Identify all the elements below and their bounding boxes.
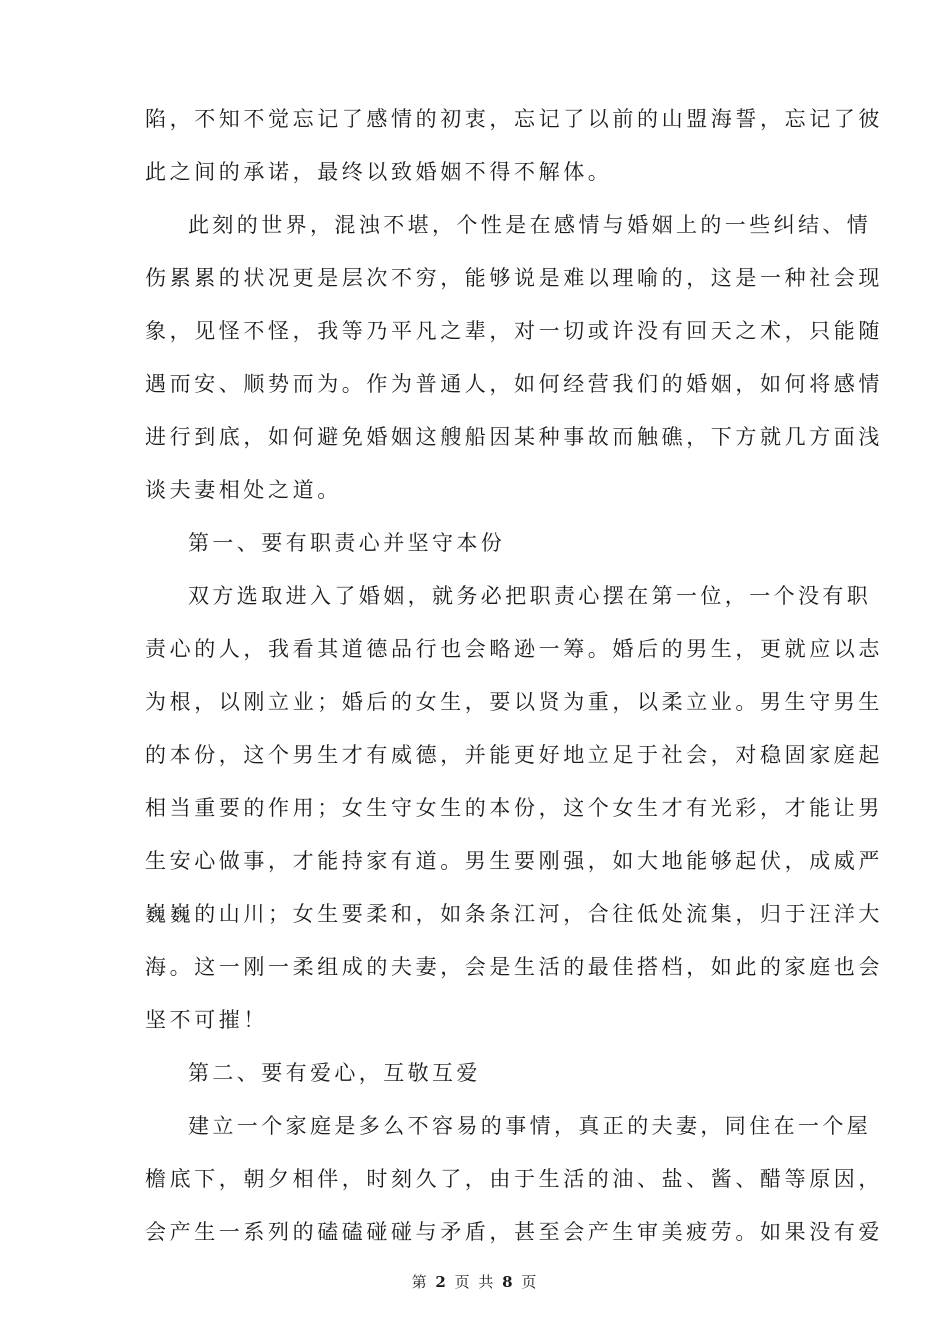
paragraph-line: 此之间的承诺，最终以致婚姻不得不解体。	[145, 160, 613, 184]
paragraph-line: 生安心做事，才能持家有道。男生要刚强，如大地能够起伏，成威严	[145, 849, 883, 873]
paragraph-line: 海。这一刚一柔组成的夫妻，会是生活的最佳搭档，如此的家庭也会	[145, 955, 883, 979]
paragraph-line: 遇而安、顺势而为。作为普通人，如何经营我们的婚姻，如何将感情	[145, 372, 883, 396]
paragraph-line: 坚不可摧！	[145, 1008, 268, 1032]
paragraph-line: 巍巍的山川；女生要柔和，如条条江河，合往低处流集，归于汪洋大	[145, 902, 883, 926]
paragraph-line: 象，见怪不怪，我等乃平凡之辈，对一切或许没有回天之术，只能随	[145, 319, 883, 343]
paragraph-line: 双方选取进入了婚姻，就务必把职责心摆在第一位，一个没有职	[188, 584, 872, 608]
paragraph-line: 陷，不知不觉忘记了感情的初衷，忘记了以前的山盟海誓，忘记了彼	[145, 107, 883, 131]
paragraph-line: 建立一个家庭是多么不容易的事情，真正的夫妻，同住在一个屋	[188, 1114, 872, 1138]
paragraph-line: 檐底下，朝夕相伴，时刻久了，由于生活的油、盐、酱、醋等原因，	[145, 1167, 883, 1191]
paragraph-line: 责心的人，我看其道德品行也会略逊一筹。婚后的男生，更就应以志	[145, 637, 883, 661]
paragraph-line: 会产生一系列的磕磕碰碰与矛盾，甚至会产生审美疲劳。如果没有爱	[145, 1220, 883, 1244]
page-footer	[0, 1272, 950, 1292]
section-heading: 第二、要有爱心，互敬互爱	[188, 1061, 481, 1085]
footer-suffix: 页	[521, 1273, 539, 1291]
paragraph-line: 伤累累的状况更是层次不穷，能够说是难以理喻的，这是一种社会现	[145, 266, 883, 290]
paragraph-line: 为根，以刚立业；婚后的女生，要以贤为重，以柔立业。男生守男生	[145, 690, 883, 714]
paragraph-line: 相当重要的作用；女生守女生的本份，这个女生才有光彩，才能让男	[145, 796, 883, 820]
paragraph-line: 此刻的世界，混浊不堪，个性是在感情与婚姻上的一些纠结、情	[188, 213, 872, 237]
footer-page-number: 2	[435, 1273, 448, 1291]
footer-total-pages: 8	[502, 1273, 515, 1291]
paragraph-line: 进行到底，如何避免婚姻这艘船因某种事故而触礁，下方就几方面浅	[145, 425, 883, 449]
paragraph-line: 谈夫妻相处之道。	[145, 478, 342, 502]
footer-prefix: 第	[411, 1273, 429, 1291]
paragraph-line: 的本份，这个男生才有威德，并能更好地立足于社会，对稳固家庭起	[145, 743, 883, 767]
section-heading: 第一、要有职责心并坚守本份	[188, 531, 506, 555]
footer-middle: 页 共	[454, 1273, 496, 1291]
